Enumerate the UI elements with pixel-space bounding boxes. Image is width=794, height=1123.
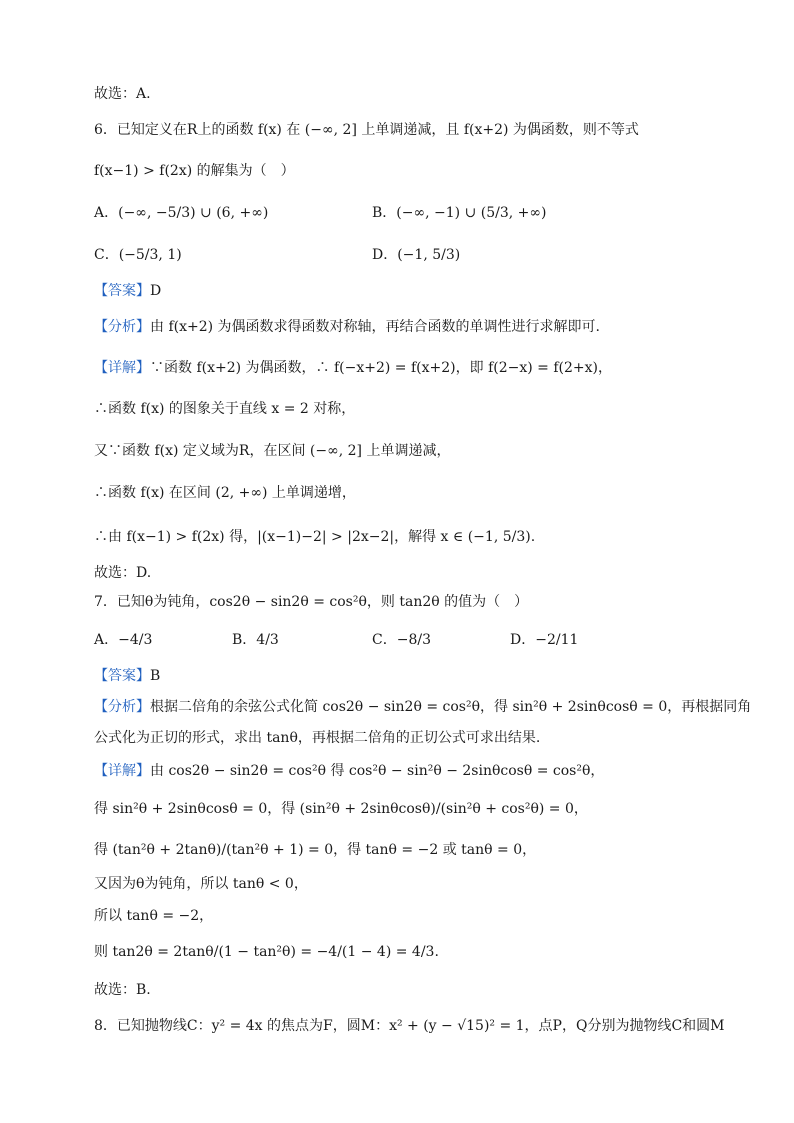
detail-7-line-2: 得 sin²θ + 2sinθcosθ = 0，得 (sin²θ + 2sinθcosθ)/(sin²θ + cos²θ) = 0， <box>94 801 588 817</box>
answer-7 <box>94 666 160 686</box>
conclusion-7: 故选：B. <box>94 982 151 998</box>
analysis-tag: 【分析】 <box>94 699 150 715</box>
detail-7-line-1 <box>94 761 604 781</box>
option-b: B．(−∞, −1) ∪ (5/3, +∞) <box>372 205 547 221</box>
option-a: A．−4/3 <box>94 632 153 648</box>
question-8-stem: 8．已知抛物线C：y² = 4x 的焦点为F，圆M：x² + (y − √15)² = 1，点P，Q分别为抛物线C和圆M <box>94 1018 725 1034</box>
option-c: C．(−5/3, 1) <box>94 247 182 263</box>
detail-6-line-2: ∴函数 f(x) 的图象关于直线 x = 2 对称， <box>94 401 356 417</box>
detail-6-line-4: ∴函数 f(x) 在区间 (2, +∞) 上单调递增， <box>94 485 356 501</box>
detail-7-line-5: 所以 tanθ = −2， <box>94 908 214 924</box>
question-6-stem: 6．已知定义在R上的函数 f(x) 在 (−∞, 2] 上单调递减，且 f(x+2) 为偶函数，则不等式 <box>94 122 639 138</box>
answer-value: D <box>150 283 162 299</box>
analysis-7-line-2: 公式化为正切的形式，求出 tanθ，再根据二倍角的正切公式可求出结果. <box>94 730 541 746</box>
text-line: 故选：A. <box>94 86 151 102</box>
detail-tag: 【详解】 <box>94 763 150 779</box>
question-7-stem: 7．已知θ为钝角，cos2θ − sin2θ = cos²θ，则 tan2θ 的值为（ ） <box>94 594 529 610</box>
analysis-6 <box>94 317 600 337</box>
detail-7-line-4: 又因为θ为钝角，所以 tanθ < 0， <box>94 876 308 892</box>
answer-tag: 【答案】 <box>94 668 150 684</box>
detail-6-line-3: 又∵函数 f(x) 定义域为R，在区间 (−∞, 2] 上单调递减， <box>94 443 451 459</box>
option-a: A．(−∞, −5/3) ∪ (6, +∞) <box>94 205 269 221</box>
answer-tag: 【答案】 <box>94 283 150 299</box>
question-6-stem-cont: f(x−1) > f(2x) 的解集为（ ） <box>94 163 295 179</box>
option-d: D．(−1, 5/3) <box>372 247 461 263</box>
detail-text: ∵函数 f(x+2) 为偶函数，∴ f(−x+2) = f(x+2)，即 f(2−x) = f(2+x)， <box>150 360 612 376</box>
detail-text: 由 cos2θ − sin2θ = cos²θ 得 cos²θ − sin²θ − 2sinθcosθ = cos²θ， <box>150 763 605 779</box>
analysis-text: 根据二倍角的余弦公式化简 cos2θ − sin2θ = cos²θ，得 sin²θ + 2sinθcosθ = 0，再根据同角 <box>150 699 752 715</box>
answer-6 <box>94 281 161 301</box>
detail-7-line-6: 则 tan2θ = 2tanθ/(1 − tan²θ) = −4/(1 − 4) = 4/3. <box>94 944 439 960</box>
conclusion-6: 故选：D. <box>94 565 152 581</box>
analysis-7-line-1 <box>94 697 751 717</box>
detail-6-line-1 <box>94 358 612 378</box>
option-b: B．4/3 <box>232 632 279 648</box>
option-d: D．−2/11 <box>510 632 579 648</box>
detail-tag: 【详解】 <box>94 360 150 376</box>
analysis-text: 由 f(x+2) 为偶函数求得函数对称轴，再结合函数的单调性进行求解即可. <box>150 319 600 335</box>
analysis-tag: 【分析】 <box>94 319 150 335</box>
detail-6-line-5: ∴由 f(x−1) > f(2x) 得，|(x−1)−2| > |2x−2|，解得 x ∈ (−1, 5/3). <box>94 529 536 545</box>
answer-value: B <box>150 668 161 684</box>
option-c: C．−8/3 <box>372 632 431 648</box>
detail-7-line-3: 得 (tan²θ + 2tanθ)/(tan²θ + 1) = 0，得 tanθ = −2 或 tanθ = 0， <box>94 842 537 858</box>
